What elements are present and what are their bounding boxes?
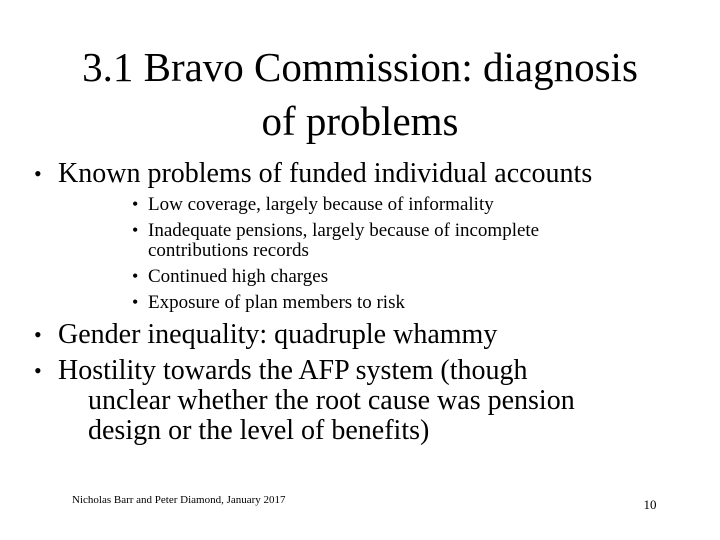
bullet-continuation	[88, 416, 429, 446]
bullet-dot-icon: •	[132, 194, 139, 214]
sub-bullet-text: Exposure of plan members to risk	[148, 292, 405, 313]
bullet-item	[34, 356, 528, 386]
sub-bullet-text: Continued high charges	[148, 266, 329, 287]
slide-title-line-1: 3.1 Bravo Commission: diagnosis	[82, 44, 638, 90]
bullet-continuation	[88, 386, 575, 416]
sub-bullet-item	[132, 220, 539, 241]
bullet-item	[34, 320, 497, 350]
bullet-text: unclear whether the root cause was pension	[88, 385, 575, 416]
sub-bullet-item	[132, 266, 328, 287]
bullet-text: Known problems of funded individual accounts	[58, 158, 593, 189]
bullet-text: Gender inequality: quadruple whammy	[58, 319, 498, 350]
bullet-dot-icon: •	[132, 266, 139, 286]
bullet-dot-icon: •	[132, 292, 139, 312]
sub-bullet-continuation	[148, 240, 309, 261]
page-number: 10	[643, 497, 657, 512]
footer-credit: Nicholas Barr and Peter Diamond, January 2017	[72, 494, 286, 506]
sub-bullet-text: Inadequate pensions, largely because of incomplete	[148, 220, 540, 241]
bullet-dot-icon: •	[34, 322, 42, 347]
sub-bullet-item	[132, 194, 494, 215]
slide-title-line-2: of problems	[261, 98, 459, 144]
bullet-text: design or the level of benefits)	[88, 415, 430, 446]
bullet-item	[34, 159, 592, 189]
sub-bullet-text: Low coverage, largely because of informality	[148, 194, 494, 215]
bullet-dot-icon: •	[34, 358, 42, 383]
bullet-text: Hostility towards the AFP system (though	[58, 355, 528, 386]
bullet-dot-icon: •	[132, 220, 139, 240]
sub-bullet-text: contributions records	[148, 240, 309, 261]
bullet-dot-icon: •	[34, 161, 42, 186]
sub-bullet-item	[132, 292, 405, 313]
